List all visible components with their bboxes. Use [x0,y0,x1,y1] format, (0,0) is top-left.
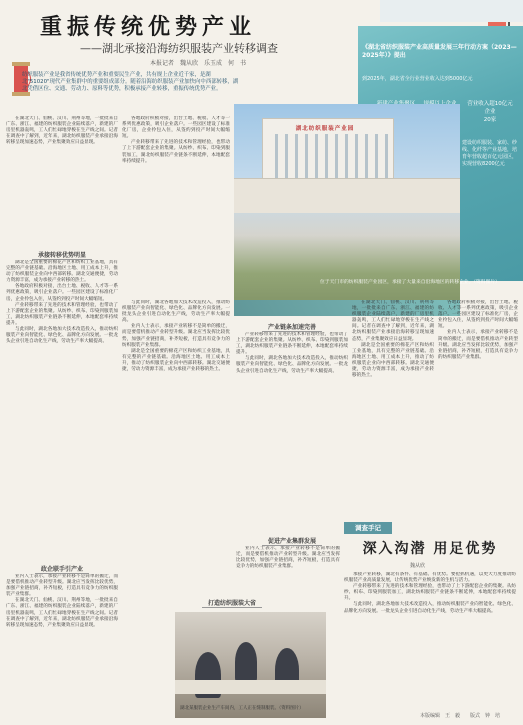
article-column [438,300,518,516]
paragraph: 业内人士表示，承接产业转移不是简单的搬迁，而是要借机推动产业转型升级。湖北应当发挥比较优势，加强产业链招商，补齐短板，打造具有竞争力的纺织服装产业集群。 [6,574,118,598]
sidebar-text [344,572,516,706]
photo-caption: 湖北某服装企业生产车间内，工人正在缝制服装。（资料图片） [180,706,304,711]
paragraph: 湖北是全国重要的棉花产区和纺织工业基地，具有完整的产业链基础。沿海地区土地、用工成本上升，推动了纺织服装企业向中西部转移。湖北交通便捷，劳动力资源丰富，成为承接产业转移的热土。 [352,342,434,379]
paragraph: 湖北是全国重要的棉花产区和纺织工业基地，具有完整的产业链基础。沿海地区土地、用工成本上升，推动了纺织服装企业向中西部转移。湖北交通便捷，劳动力资源丰富，成为承接产业转移的热土。 [122,348,230,373]
paragraph: 业内人士表示，承接产业转移不是简单的搬迁，而是要借机推动产业转型升级。湖北应当发挥比较优势，加强产业链招商，补齐短板，打造具有竞争力的纺织服装产业集群。 [236,546,340,570]
stat-item [466,100,514,124]
paragraph: 产业转移带来了先进的技术和管理经验，也带动了上下游配套企业的集聚。从纺纱、织布、印染到服装加工，湖北纺织服装产业链条不断延伸，本地配套率持续提升。 [6,302,118,326]
sidebar-title: 深入沟潜 用足优势 [362,541,498,557]
stat-label: 营业收入超10亿元企业 [467,101,513,115]
paragraph: 在湖北天门、仙桃、汉川、荆州等地，一批批来自广东、浙江、福建的纺织服装企业陆续落户，新建的厂房里机器轰鸣，工人们忙碌地穿梭在生产线之间。记者在调查中了解到，近年来，湖北纺织服装产业承接沿海转移呈现加速态势，产业集聚效应日益显现。 [352,300,434,342]
paragraph: 各地政府积极对接，出台土地、税收、人才等一系列优惠政策，吸引企业落户。一些园区建设了标准化厂房，企业拎包入住，从签约到投产时间大幅缩短。 [122,116,230,140]
paragraph: 与此同时，湖北各地加大技术改造投入，推动纺织服装产业向智能化、绿色化、品牌化方向发展。一批龙头企业引进自动化生产线，劳动生产率大幅提高。 [236,356,348,374]
article-column [352,300,434,516]
article-column [236,332,348,532]
paragraph: 产业转移带来了先进的技术和管理经验，也带动了上下游配套企业的集聚。从纺纱、织布、印染到服装加工，湖北纺织服装产业链条不断延伸，本地配套率持续提升。 [122,140,230,164]
panel-top-stripe [380,0,523,22]
section-heading: 促进产业集群发展 [236,536,348,545]
section-heading: 产业链条加速完善 [236,322,348,331]
info-banner-title: 《湖北省纺织服装产业高质量发展三年行动方案（2023—2025年）》提出 [362,44,517,59]
worker-figure [235,642,257,682]
paragraph: 湖北是全国重要的棉花产区和纺织工业基地，具有完整的产业链基础。沿海地区土地、用工成本上升，推动了纺织服装企业向中西部转移。湖北交通便捷，劳动力资源丰富，成为承接产业转移的热土。 [6,260,118,284]
page-footer: 本版编辑 王 毅 版式 钟 培 [420,713,501,719]
article-column [6,260,118,560]
paragraph: 在湖北天门、仙桃、汉川、荆州等地，一批批来自广东、浙江、福建的纺织服装企业陆续落户，新建的厂房里机器轰鸣，工人们忙碌地穿梭在生产线之间。记者在调查中了解到，近年来，湖北纺织服装产业承接沿海转移呈现加速态势，产业集聚效应日益显现。 [6,116,118,146]
sidebar-tag: 调查手记 [344,522,392,534]
paragraph: 各地政府积极对接，出台土地、税收、人才等一系列优惠政策，吸引企业落户。一些园区建设了标准化厂房，企业拎包入住，从签约到投产时间大幅缩短。 [438,300,518,330]
building-windows [268,134,388,184]
article-column [122,300,230,600]
section-heading: 政企联手引产业 [6,564,118,573]
page-subtitle: ——湖北承接沿海纺织服装产业转移调查 [80,42,278,55]
workshop-photo [175,612,326,718]
paragraph: 各地政府积极对接，出台土地、税收、人才等一系列优惠政策，吸引企业落户。一些园区建设了标准化厂房，企业拎包入住，从签约到投产时间大幅缩短。 [6,284,118,302]
article-column [236,546,340,606]
stat-value: 20家 [483,117,497,123]
byline: 本报记者 魏从欣 乐玉成 何 书 [150,60,247,67]
paragraph: 在湖北天门、仙桃、汉川、荆州等地，一批批来自广东、浙江、福建的纺织服装企业陆续落户，新建的厂房里机器轰鸣，工人们忙碌地穿梭在生产线之间。记者在调查中了解到，近年来，湖北纺织服装产业承接沿海转移呈现加速态势，产业集聚效应日益显现。 [6,598,118,628]
building-sign: 湖北纺织服装产业园 [295,126,355,132]
paragraph: 与此同时，湖北各地加大技术改造投入，推动纺织服装产业向智能化、绿色化、品牌化方向发展。一批龙头企业引进自动化生产线，劳动生产率大幅提高。 [122,300,230,324]
paragraph: 产业转移带来了先进的技术和管理经验，也带动了上下游配套企业的集聚。从纺纱、织布、印染到服装加工，湖北纺织服装产业链条不断延伸，本地配套率持续提升。 [344,584,516,602]
intro-paragraph: 纺织服装产业是我省传统优势产业和重要民生产业，共有规上企业近千家，是湖北"51020"现代产业集群中的重要组成部分。随着沿海纺织服装产业加快向中西部转移，湖北凭借区位、交通、劳动力、原料等优势，积极承接产业转移，重振传统优势产业。 [22,72,239,92]
info-banner-note: 到2025年，湖北省全行业营业收入达到5000亿元 [362,76,473,82]
article-column [122,116,230,296]
paragraph: 业内人士表示，承接产业转移不是简单的搬迁，而是要借机推动产业转型升级。湖北应当发挥比较优势，加强产业链招商，补齐短板，打造具有竞争力的纺织服装产业集群。 [438,330,518,360]
article-column [6,116,118,246]
sidebar-author: 魏从欣 [410,563,426,569]
photo-caption: 位于天门市的纺织服装产业园区，承接了大量来自沿海地区的转移企业。（资料图片） [320,280,500,285]
paragraph: 产业转移带来了先进的技术和管理经验，也带动了上下游配套企业的集聚。从纺纱、织布、印染到服装加工，湖北纺织服装产业链条不断延伸，本地配套率持续提升。 [236,332,348,356]
workbench [175,680,326,694]
info-extra-text: 建设纺织服装、家纺、纱线、化纤等产业基地，培育年营收超百亿元园区，实现营收8200亿元 [462,140,518,167]
low-building-row [234,178,460,213]
paragraph: 承接产业转移，湖北有条件、有基础、有优势。要抢抓机遇，以更大力度推动纺织服装产业高质量发展，让传统优势产业焕发新的生机与活力。 [344,572,516,584]
page-title: 重振传统优势产业 [40,14,257,40]
section-heading: 承接转移优势明显 [6,250,118,259]
article-column [6,574,118,719]
section-heading: 打造纺织服装大省 [178,598,286,607]
paragraph: 与此同时，湖北各地加大技术改造投入，推动纺织服装产业向智能化、绿色化、品牌化方向发展。一批龙头企业引进自动化生产线，劳动生产率大幅提高。 [6,327,118,345]
paragraph: 与此同时，湖北各地加大技术改造投入，推动纺织服装产业向智能化、绿色化、品牌化方向发展。一批龙头企业引进自动化生产线，劳动生产率大幅提高。 [344,602,516,614]
paragraph: 业内人士表示，承接产业转移不是简单的搬迁，而是要借机推动产业转型升级。湖北应当发挥比较优势，加强产业链招商，补齐短板，打造具有竞争力的纺织服装产业集群。 [122,324,230,348]
